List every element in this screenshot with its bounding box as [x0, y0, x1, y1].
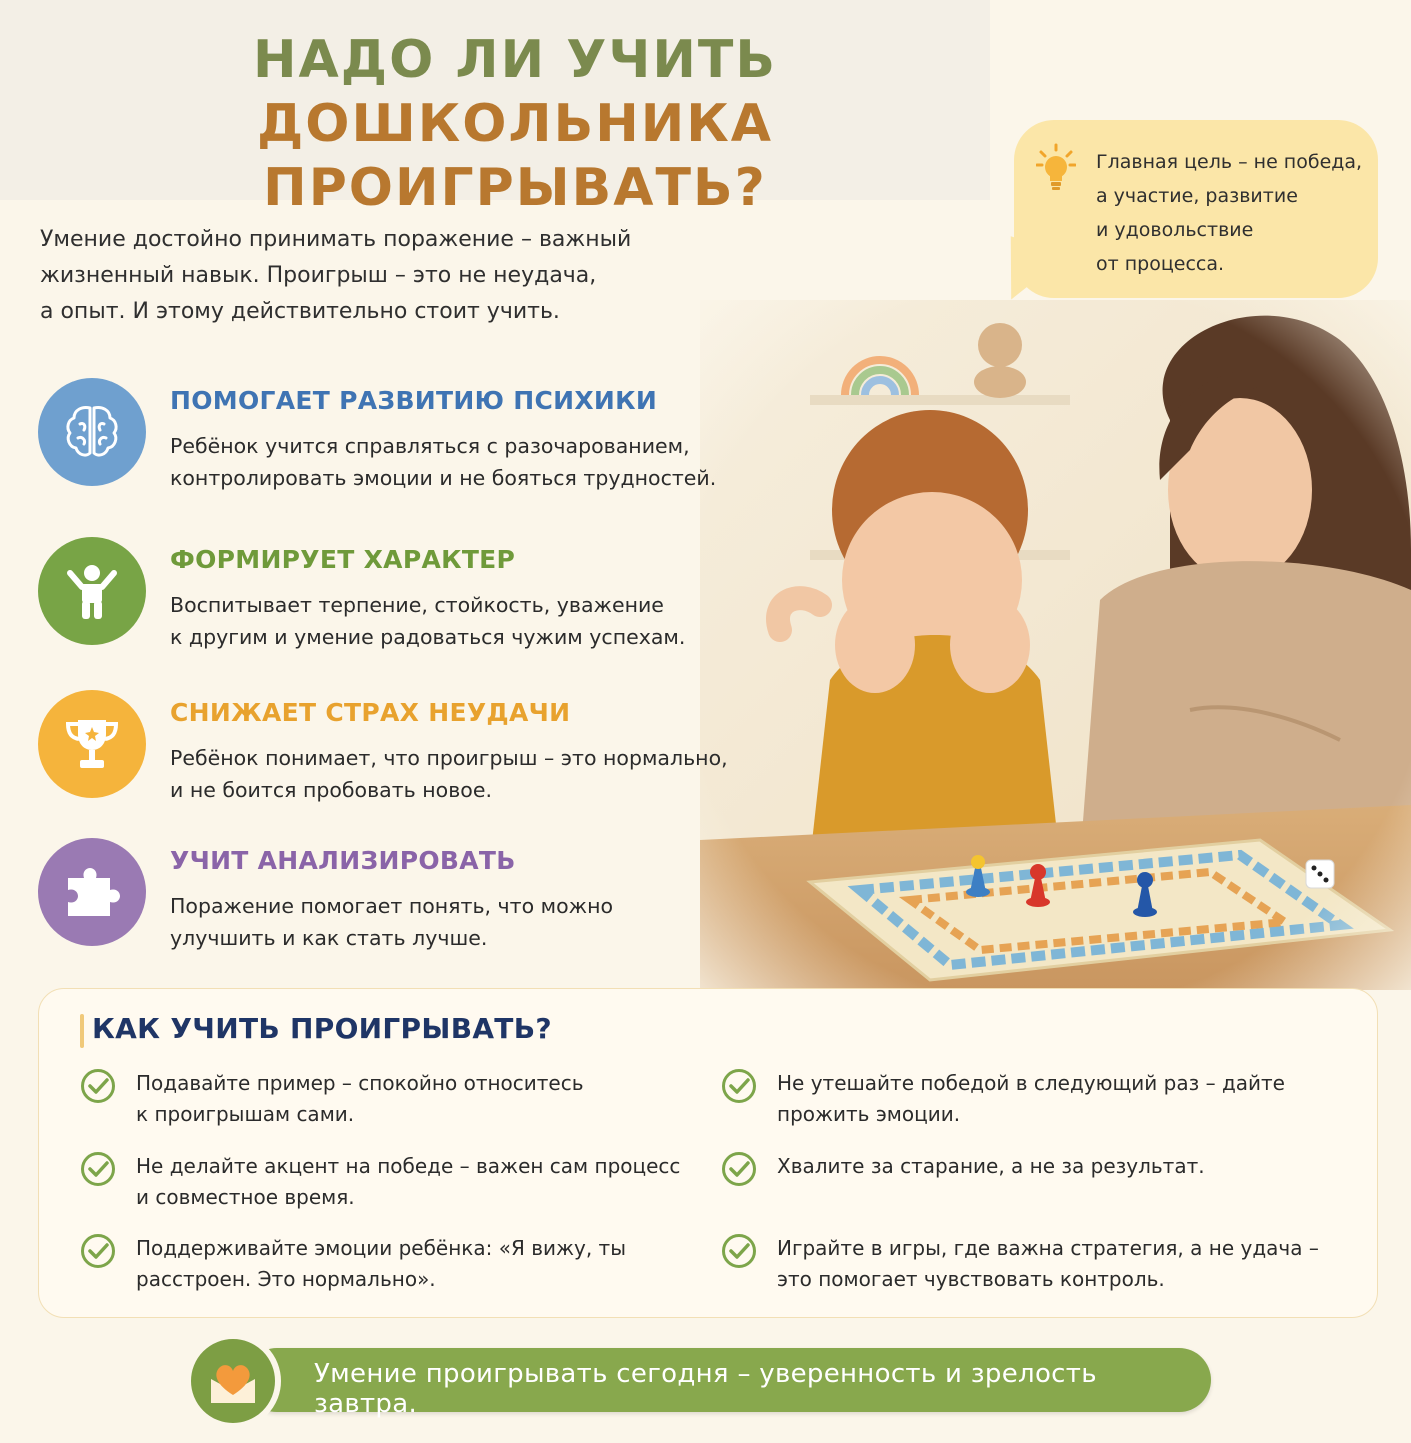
- tip-item: [721, 1068, 1321, 1138]
- benefit-psyche: [38, 378, 718, 498]
- benefit-title: УЧИТ АНАЛИЗИРОВАТЬ: [170, 846, 516, 875]
- howto-title-accent: [80, 1014, 84, 1048]
- tip-item: [80, 1151, 680, 1221]
- tip-item: [721, 1151, 1321, 1221]
- benefit-text: Воспитывает терпение, стойкость, уважение к другим и умение радоваться чужим успехам.: [170, 593, 686, 649]
- benefit-title: ФОРМИРУЕТ ХАРАКТЕР: [170, 545, 516, 574]
- tip-item: [80, 1233, 680, 1303]
- mother-and-child-photo: [700, 300, 1411, 990]
- page-title-line-2: ДОШКОЛЬНИКА ПРОИГРЫВАТЬ?: [256, 94, 774, 218]
- benefit-fear: [38, 690, 728, 810]
- child-icon-circle: [38, 537, 146, 645]
- speech-bubble-text: Главная цель – не победа, а участие, развитие и удовольствие от процесса.: [1096, 151, 1363, 275]
- benefit-text: Поражение помогает понять, что можно улучшить и как стать лучше.: [170, 894, 614, 950]
- brain-icon-circle: [38, 378, 146, 486]
- benefit-text: Ребёнок учится справляться с разочарованием, контролировать эмоции и не бояться трудностей.: [170, 434, 717, 490]
- child-icon: [60, 559, 124, 623]
- benefit-title: ПОМОГАЕТ РАЗВИТИЮ ПСИХИКИ: [170, 386, 658, 415]
- check-circle-icon: [80, 1233, 116, 1269]
- intro-text: Умение достойно принимать поражение – важный жизненный навык. Проигрыш – это не неудача, а опыт. И этому действительно стоит учить.: [40, 227, 632, 324]
- benefit-character: [38, 537, 718, 657]
- tip-text: Не делайте акцент на победе – важен сам процесс и совместное время.: [136, 1154, 681, 1209]
- heart-icon-circle: [185, 1333, 281, 1429]
- benefit-analysis: [38, 838, 718, 958]
- check-circle-icon: [721, 1151, 757, 1187]
- tip-text: Подавайте пример – спокойно относитесь к проигрышам сами.: [136, 1071, 584, 1126]
- brain-icon: [60, 400, 124, 464]
- trophy-icon-circle: [38, 690, 146, 798]
- tip-text: Играйте в игры, где важна стратегия, а не удача – это помогает чувствовать контроль.: [777, 1236, 1319, 1291]
- benefit-title: СНИЖАЕТ СТРАХ НЕУДАЧИ: [170, 698, 571, 727]
- tip-text: Хвалите за старание, а не за результат.: [777, 1154, 1205, 1178]
- page-title: [40, 28, 990, 220]
- tip-text: Поддерживайте эмоции ребёнка: «Я вижу, ты расстроен. Это нормально».: [136, 1236, 626, 1291]
- puzzle-icon-circle: [38, 838, 146, 946]
- tip-text: Не утешайте победой в следующий раз – дайте прожить эмоции.: [777, 1071, 1285, 1126]
- check-circle-icon: [80, 1151, 116, 1187]
- check-circle-icon: [721, 1068, 757, 1104]
- heart-icon: [207, 1357, 259, 1407]
- puzzle-icon: [60, 860, 124, 924]
- page-title-line-1: НАДО ЛИ УЧИТЬ: [253, 30, 777, 90]
- benefit-text: Ребёнок понимает, что проигрыш – это нормально, и не боится пробовать новое.: [170, 746, 728, 802]
- trophy-icon: [60, 712, 124, 776]
- check-circle-icon: [721, 1233, 757, 1269]
- banner-text: Умение проигрывать сегодня – уверенность и зрелость завтра.: [314, 1359, 1097, 1419]
- tip-item: [721, 1233, 1321, 1303]
- tip-item: [80, 1068, 680, 1138]
- howto-title: КАК УЧИТЬ ПРОИГРЫВАТЬ?: [92, 1012, 552, 1045]
- check-circle-icon: [80, 1068, 116, 1104]
- lightbulb-icon: [1036, 143, 1076, 193]
